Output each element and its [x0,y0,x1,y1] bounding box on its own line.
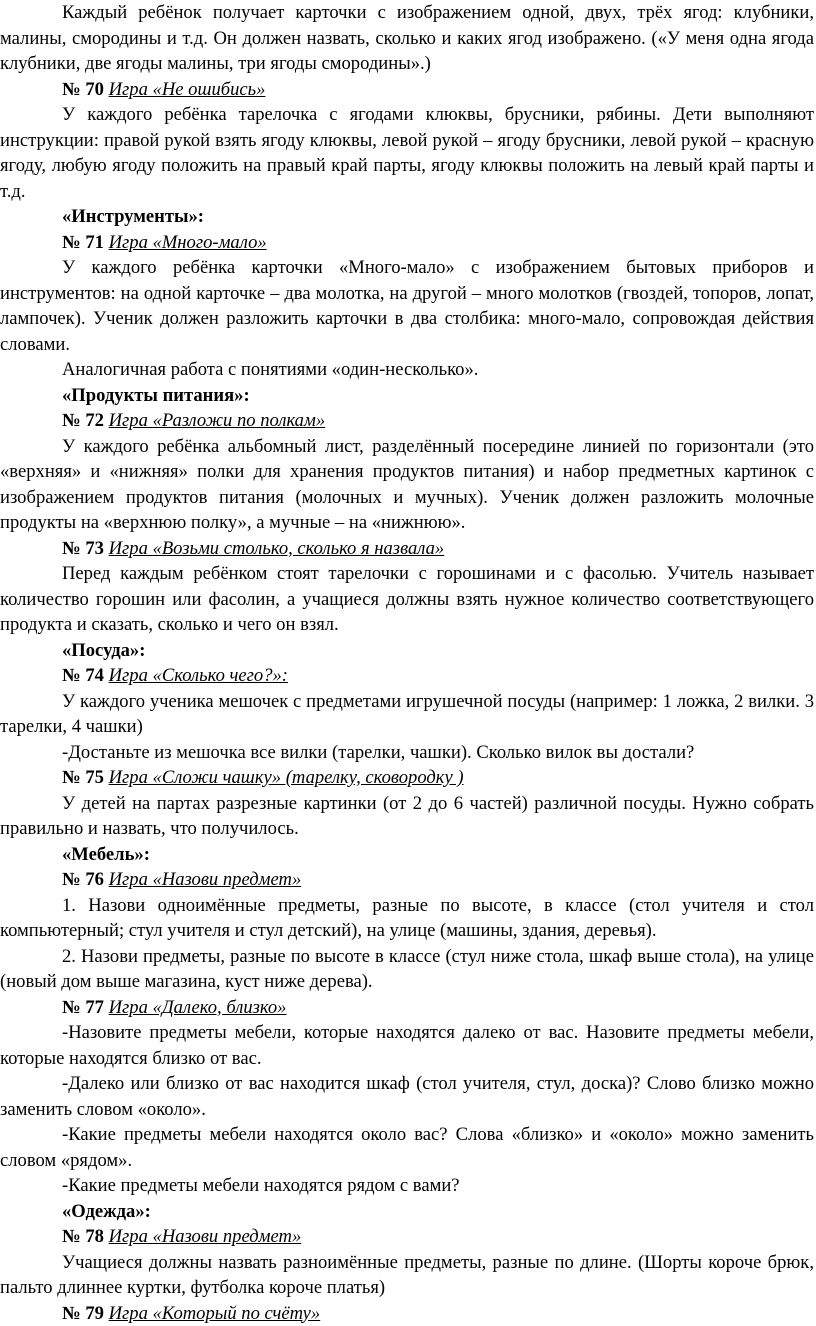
paragraph-game-77-q3: -Какие предметы мебели находятся около вас? Слова «близко» и «около» можно заменить словом «рядом». [0,1122,814,1173]
section-heading-tools: «Инструменты»: [0,204,814,230]
section-heading-dishes: «Посуда»: [0,638,814,664]
game-number: № 79 [62,1303,104,1324]
game-number: № 74 [62,665,104,686]
game-heading-78 [0,1224,814,1250]
game-number: № 78 [62,1226,104,1247]
game-heading-77 [0,995,814,1021]
paragraph-game-78: Учащиеся должны назвать разноимённые предметы, разные по длине. (Шорты короче брюк, пальто длиннее куртки, футболка короче платья) [0,1250,814,1301]
paragraph-game-74-question: -Достаньте из мешочка все вилки (тарелки, чашки). Сколько вилок вы достали? [0,740,814,766]
game-number: № 76 [62,869,104,890]
game-heading-71 [0,230,814,256]
game-heading-70 [0,77,814,103]
game-number: № 70 [62,79,104,100]
game-title: Игра «Разложи по полкам» [109,410,326,431]
paragraph-game-71: У каждого ребёнка карточки «Много-мало» с изображением бытовых приборов и инструментов: на одной карточке – два молотка, на другой – много молотков (гвоздей, топоров, лопат, лампочек). Ученик должен разложить карточки в два столбика: много-мало, сопровождая действия словами. [0,255,814,357]
game-title: Игра «Назови предмет» [109,869,302,890]
paragraph-game-76-item-2: 2. Назови предметы, разные по высоте в классе (стул ниже стола, шкаф выше стола), на улице (новый дом выше магазина, куст ниже дерева). [0,944,814,995]
section-heading-furniture: «Мебель»: [0,842,814,868]
game-heading-72 [0,408,814,434]
game-title: Игра «Не ошибись» [109,79,266,100]
paragraph-game-73: Перед каждым ребёнком стоят тарелочки с горошинами и с фасолью. Учитель называет количество горошин или фасолин, а учащиеся должны взять нужное количество соответствующего продукта и сказать, сколько и чего он взял. [0,561,814,638]
section-heading-food: «Продукты питания»: [0,383,814,409]
game-title: Игра «Далеко, близко» [109,997,287,1018]
paragraph-game-70: У каждого ребёнка тарелочка с ягодами клюквы, брусники, рябины. Дети выполняют инструкции: правой рукой взять ягоду клюквы, левой рукой – ягоду брусники, левой рукой – красную ягоду, любую ягоду положить на правый край парты, ягоду клюквы положить на левый край парты и т.д. [0,102,814,204]
section-heading-clothes: «Одежда»: [0,1199,814,1225]
paragraph-game-76-item-1: 1. Назови одноимённые предметы, разные по высоте, в классе (стол учителя и стол компьютерный; стул учителя и стул детский), на улице (машины, здания, деревья). [0,893,814,944]
game-number: № 77 [62,997,104,1018]
paragraph-game-71-note: Аналогичная работа с понятиями «один-несколько». [0,357,814,383]
game-heading-79 [0,1301,814,1326]
paragraph-game-77-q2: -Далеко или близко от вас находится шкаф (стол учителя, стул, доска)? Слово близко можно заменить словом «около». [0,1071,814,1122]
game-title: Игра «Назови предмет» [109,1226,302,1247]
game-title: Игра «Сложи чашку» (тарелку, сковородку ) [109,767,464,788]
paragraph-game-74: У каждого ученика мешочек с предметами игрушечной посуды (например: 1 ложка, 2 вилки. 3 тарелки, 4 чашки) [0,689,814,740]
game-number: № 73 [62,538,104,559]
game-heading-76 [0,867,814,893]
game-title: Игра «Много-мало» [109,232,267,253]
game-heading-73 [0,536,814,562]
game-title: Игра «Возьми столько, сколько я назвала» [109,538,445,559]
game-heading-75 [0,765,814,791]
paragraph-berries-cards: Каждый ребёнок получает карточки с изображением одной, двух, трёх ягод: клубники, малины, смородины и т.д. Он должен назвать, сколько и каких ягод изображено. («У меня одна ягода клубники, две ягоды малины, три ягоды смородины».) [0,0,814,77]
game-title: Игра «Который по счёту» [109,1303,321,1324]
paragraph-game-77-q4: -Какие предметы мебели находятся рядом с вами? [0,1173,814,1199]
game-number: № 71 [62,232,104,253]
paragraph-game-75: У детей на партах разрезные картинки (от 2 до 6 частей) различной посуды. Нужно собрать правильно и назвать, что получилось. [0,791,814,842]
game-title: Игра «Сколько чего?»: [109,665,288,686]
paragraph-game-72: У каждого ребёнка альбомный лист, разделённый посередине линией по горизонтали (это «верхняя» и «нижняя» полки для хранения продуктов питания) и набор предметных картинок с изображением продуктов питания (молочных и мучных). Ученик должен разложить молочные продукты на «верхнюю полку», а мучные – на «нижнюю». [0,434,814,536]
game-heading-74 [0,663,814,689]
paragraph-game-77-q1: -Назовите предметы мебели, которые находятся далеко от вас. Назовите предметы мебели, которые находятся близко от вас. [0,1020,814,1071]
game-number: № 75 [62,767,104,788]
game-number: № 72 [62,410,104,431]
